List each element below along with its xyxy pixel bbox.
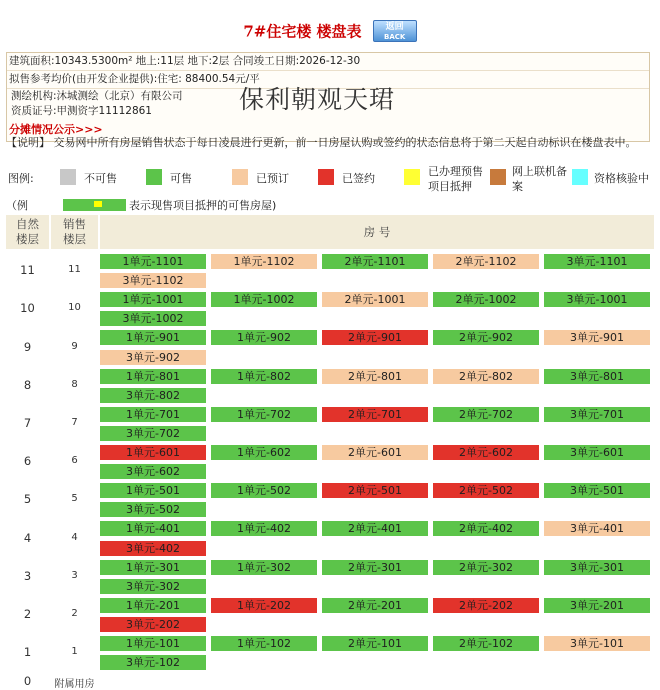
legend bbox=[6, 164, 658, 194]
legend-swatch-reserved bbox=[232, 169, 248, 185]
back-button[interactable] bbox=[373, 20, 417, 42]
room-1单元-1101[interactable]: 1单元-1101 bbox=[100, 254, 206, 269]
sale-floor-10: 10 bbox=[68, 302, 81, 314]
back-button-label-en: BACK bbox=[383, 33, 406, 41]
room-2单元-702[interactable]: 2单元-702 bbox=[433, 407, 539, 422]
legend-text-online-filed-1: 网上联机备 bbox=[512, 165, 567, 178]
room-2单元-502[interactable]: 2单元-502 bbox=[433, 483, 539, 498]
room-2单元-1102[interactable]: 2单元-1102 bbox=[433, 254, 539, 269]
room-1单元-202[interactable]: 1单元-202 bbox=[211, 598, 317, 613]
natural-floor-2: 2 bbox=[23, 606, 32, 621]
room-2单元-1101[interactable]: 2单元-1101 bbox=[322, 254, 428, 269]
room-2单元-102[interactable]: 2单元-102 bbox=[433, 636, 539, 651]
room-2单元-902[interactable]: 2单元-902 bbox=[433, 330, 539, 345]
legend-label: 图例: bbox=[8, 172, 34, 185]
room-1单元-601[interactable]: 1单元-601 bbox=[100, 445, 206, 460]
natural-floor-11: 11 bbox=[20, 263, 35, 278]
room-3单元-302[interactable]: 3单元-302 bbox=[100, 579, 206, 594]
header-natural-floor-2: 楼层 bbox=[16, 232, 39, 246]
room-3单元-101[interactable]: 3单元-101 bbox=[544, 636, 650, 651]
room-2单元-1001[interactable]: 2单元-1001 bbox=[322, 292, 428, 307]
header-sale-floor bbox=[51, 215, 98, 249]
room-1单元-1002[interactable]: 1单元-1002 bbox=[211, 292, 317, 307]
room-1单元-502[interactable]: 1单元-502 bbox=[211, 483, 317, 498]
legend-text-mortgaged bbox=[428, 164, 483, 194]
header-natural-floor bbox=[6, 215, 49, 249]
legend-text-signed: 已签约 bbox=[342, 172, 375, 185]
sale-floor-11: 11 bbox=[68, 264, 81, 276]
project-info-box bbox=[6, 52, 650, 142]
room-2单元-101[interactable]: 2单元-101 bbox=[322, 636, 428, 651]
natural-floor-5: 5 bbox=[23, 492, 32, 507]
room-1单元-1001[interactable]: 1单元-1001 bbox=[100, 292, 206, 307]
sale-floor-3: 3 bbox=[71, 569, 78, 581]
sale-floor-5: 5 bbox=[71, 493, 78, 505]
room-1单元-702[interactable]: 1单元-702 bbox=[211, 407, 317, 422]
room-2单元-701[interactable]: 2单元-701 bbox=[322, 407, 428, 422]
header-natural-floor-1: 自然 bbox=[16, 217, 39, 231]
legend-swatch-mortgaged bbox=[404, 169, 420, 185]
natural-floor-7: 7 bbox=[23, 415, 32, 430]
legend-swatch-verifying bbox=[572, 169, 588, 185]
status-note: 【说明】 交易网中所有房屋销售状态于每日凌晨进行更新，前一日房屋认购或签约的状态信息将于第二天起自动标识在楼盘表中。 bbox=[6, 136, 637, 149]
legend-swatch-available bbox=[146, 169, 162, 185]
sale-floor-6: 6 bbox=[71, 455, 78, 467]
legend-text-verifying: 资格核验中 bbox=[594, 172, 649, 185]
room-2单元-602[interactable]: 2单元-602 bbox=[433, 445, 539, 460]
sale-floor-8: 8 bbox=[71, 378, 78, 390]
sale-floor-2: 2 bbox=[71, 607, 78, 619]
room-1单元-301[interactable]: 1单元-301 bbox=[100, 560, 206, 575]
page-title: 7#住宅楼 楼盘表 bbox=[243, 22, 362, 41]
room-3单元-102[interactable]: 3单元-102 bbox=[100, 655, 206, 670]
room-3单元-401[interactable]: 3单元-401 bbox=[544, 521, 650, 536]
natural-floor-9: 9 bbox=[23, 339, 32, 354]
room-1单元-602[interactable]: 1单元-602 bbox=[211, 445, 317, 460]
sale-floor-1: 1 bbox=[71, 646, 78, 658]
room-1单元-701[interactable]: 1单元-701 bbox=[100, 407, 206, 422]
room-1单元-501[interactable]: 1单元-501 bbox=[100, 483, 206, 498]
sale-floor-4: 4 bbox=[71, 531, 78, 543]
room-1单元-1102[interactable]: 1单元-1102 bbox=[211, 254, 317, 269]
legend-text-online-filed bbox=[512, 164, 567, 194]
room-3单元-1002[interactable]: 3单元-1002 bbox=[100, 311, 206, 326]
room-3单元-1001[interactable]: 3单元-1001 bbox=[544, 292, 650, 307]
room-1单元-902[interactable]: 1单元-902 bbox=[211, 330, 317, 345]
survey-cert: 资质证号:甲测资字11112861 bbox=[11, 105, 152, 117]
room-1单元-402[interactable]: 1单元-402 bbox=[211, 521, 317, 536]
legend-text-mortgaged-2: 项目抵押 bbox=[428, 180, 472, 193]
room-2单元-801[interactable]: 2单元-801 bbox=[322, 369, 428, 384]
room-1单元-401[interactable]: 1单元-401 bbox=[100, 521, 206, 536]
room-3单元-801[interactable]: 3单元-801 bbox=[544, 369, 650, 384]
room-1单元-201[interactable]: 1单元-201 bbox=[100, 598, 206, 613]
room-1单元-801[interactable]: 1单元-801 bbox=[100, 369, 206, 384]
room-3单元-301[interactable]: 3单元-301 bbox=[544, 560, 650, 575]
room-2单元-601[interactable]: 2单元-601 bbox=[322, 445, 428, 460]
room-2单元-501[interactable]: 2单元-501 bbox=[322, 483, 428, 498]
room-3单元-701[interactable]: 3单元-701 bbox=[544, 407, 650, 422]
back-button-label: 返回 bbox=[385, 22, 404, 32]
example-text: 表示现售项目抵押的可售房屋) bbox=[129, 199, 277, 212]
room-3单元-802[interactable]: 3单元-802 bbox=[100, 388, 206, 403]
room-2单元-401[interactable]: 2单元-401 bbox=[322, 521, 428, 536]
natural-floor-10: 10 bbox=[20, 301, 35, 316]
natural-floor-8: 8 bbox=[23, 377, 32, 392]
project-name: 保利朝观天珺 bbox=[239, 85, 396, 114]
room-1单元-302[interactable]: 1单元-302 bbox=[211, 560, 317, 575]
room-3单元-1101[interactable]: 3单元-1101 bbox=[544, 254, 650, 269]
room-2单元-202[interactable]: 2单元-202 bbox=[433, 598, 539, 613]
building-info: 建筑面积:10343.5300m² 地上:11层 地下:2层 合同竣工日期:2026-12-30 bbox=[7, 53, 649, 71]
sale-floor-7: 7 bbox=[71, 416, 78, 428]
example-yellow-mark bbox=[94, 201, 102, 207]
natural-floor-4: 4 bbox=[23, 530, 32, 545]
room-3单元-501[interactable]: 3单元-501 bbox=[544, 483, 650, 498]
room-1单元-802[interactable]: 1单元-802 bbox=[211, 369, 317, 384]
room-1单元-102[interactable]: 1单元-102 bbox=[211, 636, 317, 651]
room-3单元-601[interactable]: 3单元-601 bbox=[544, 445, 650, 460]
room-2单元-901[interactable]: 2单元-901 bbox=[322, 330, 428, 345]
room-3单元-202[interactable]: 3单元-202 bbox=[100, 617, 206, 632]
survey-org: 测绘机构:沐城测绘（北京）有限公司 bbox=[11, 90, 183, 102]
legend-swatch-signed bbox=[318, 169, 334, 185]
room-3单元-502[interactable]: 3单元-502 bbox=[100, 502, 206, 517]
legend-text-online-filed-2: 案 bbox=[512, 180, 523, 193]
room-2单元-802[interactable]: 2单元-802 bbox=[433, 369, 539, 384]
sale-floor-0: 附属用房 bbox=[54, 678, 95, 690]
natural-floor-0: 0 bbox=[23, 673, 32, 688]
room-3单元-602[interactable]: 3单元-602 bbox=[100, 464, 206, 479]
legend-text-mortgaged-1: 已办理预售 bbox=[428, 165, 483, 178]
room-3单元-201[interactable]: 3单元-201 bbox=[544, 598, 650, 613]
share-disclosure-link[interactable]: 分摊情况公示>>> bbox=[9, 123, 103, 136]
room-2单元-302[interactable]: 2单元-302 bbox=[433, 560, 539, 575]
natural-floor-1: 1 bbox=[23, 645, 32, 660]
header-sale-floor-2: 楼层 bbox=[63, 232, 86, 246]
price-info: 拟售参考均价(由开发企业提供):住宅: 88400.54元/平 bbox=[7, 71, 649, 89]
legend-text-reserved: 已预订 bbox=[256, 172, 289, 185]
room-3单元-702[interactable]: 3单元-702 bbox=[100, 426, 206, 441]
room-1单元-901[interactable]: 1单元-901 bbox=[100, 330, 206, 345]
header-room-number: 房 号 bbox=[100, 215, 654, 249]
natural-floor-6: 6 bbox=[23, 454, 32, 469]
example-prefix: （例 bbox=[6, 199, 28, 212]
room-3单元-402[interactable]: 3单元-402 bbox=[100, 541, 206, 556]
room-3单元-901[interactable]: 3单元-901 bbox=[544, 330, 650, 345]
header-sale-floor-1: 销售 bbox=[63, 217, 86, 231]
room-3单元-1102[interactable]: 3单元-1102 bbox=[100, 273, 206, 288]
room-2单元-201[interactable]: 2单元-201 bbox=[322, 598, 428, 613]
sale-floor-9: 9 bbox=[71, 340, 78, 352]
title-row bbox=[0, 20, 660, 48]
legend-text-available: 可售 bbox=[170, 172, 192, 185]
legend-swatch-unsellable bbox=[60, 169, 76, 185]
legend-swatch-online-filed bbox=[490, 169, 506, 185]
natural-floor-3: 3 bbox=[23, 568, 32, 583]
room-2单元-301[interactable]: 2单元-301 bbox=[322, 560, 428, 575]
room-2单元-402[interactable]: 2单元-402 bbox=[433, 521, 539, 536]
room-3单元-902[interactable]: 3单元-902 bbox=[100, 350, 206, 365]
legend-text-unsellable: 不可售 bbox=[84, 172, 117, 185]
room-1单元-101[interactable]: 1单元-101 bbox=[100, 636, 206, 651]
room-2单元-1002[interactable]: 2单元-1002 bbox=[433, 292, 539, 307]
